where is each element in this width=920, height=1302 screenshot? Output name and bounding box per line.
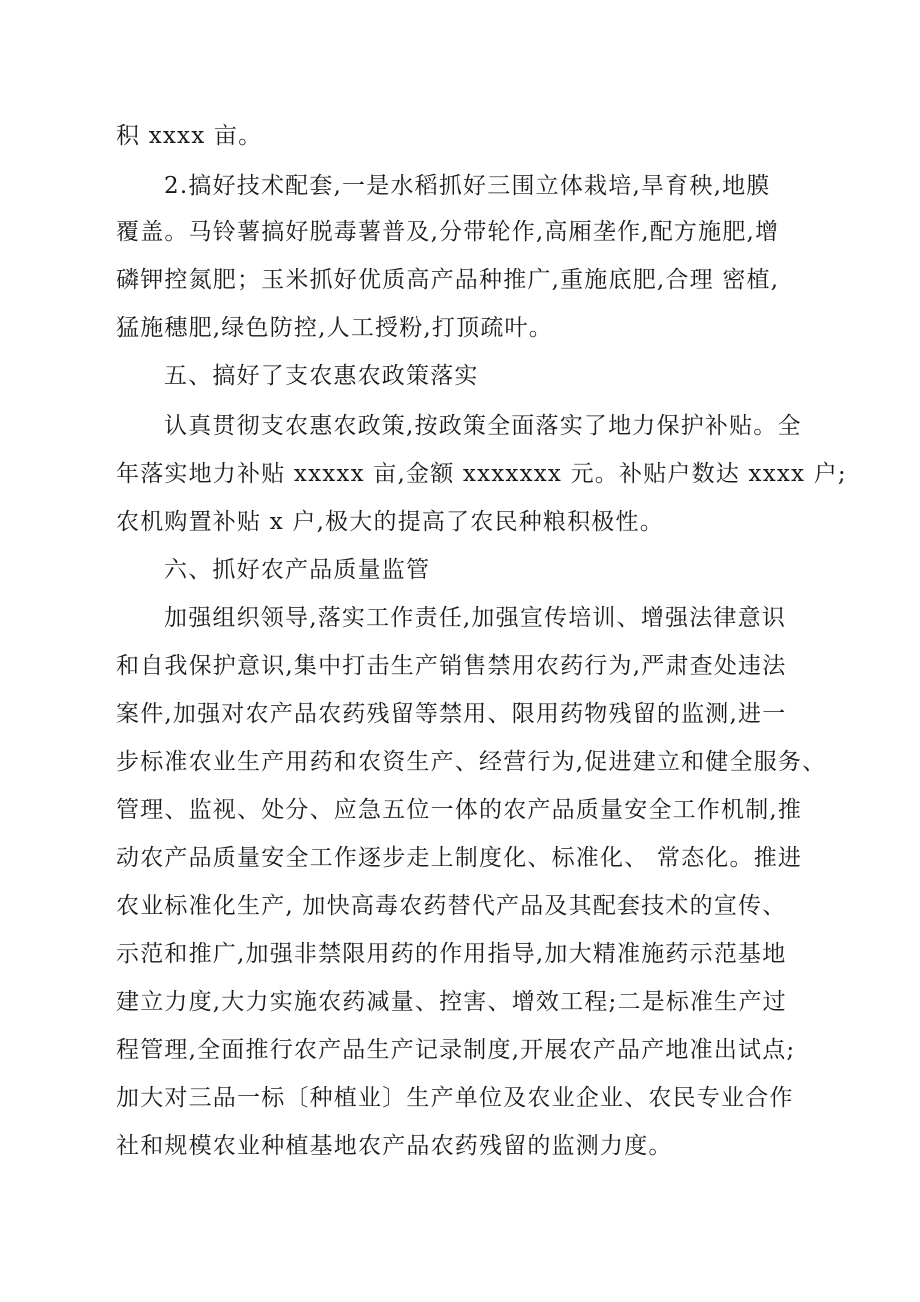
text-line: 覆盖。马铃薯搞好脱毒薯普及,分带轮作,高厢垄作,配方施肥,增 xyxy=(116,219,780,245)
text-line: 示范和推广,加强非禁限用药的作用指导,加大精准施药示范基地 xyxy=(116,941,787,967)
section-heading: 六、抓好农产品质量监管 xyxy=(164,557,431,583)
text-line: 和自我保护意识,集中打击生产销售禁用农药行为,严肃查处违法 xyxy=(116,653,787,679)
text-line: 社和规模农业种植基地农产品农药残留的监测力度。 xyxy=(116,1133,673,1159)
text-line: 磷钾控氮肥；玉米抓好优质高产品种推广,重施底肥,合理 密植, xyxy=(116,267,780,293)
text-line: 管理、监视、处分、应急五位一体的农产品质量安全工作机制,推 xyxy=(116,797,803,823)
text-line: 加大对三品一标〔种植业〕生产单位及农业企业、农民专业合作 xyxy=(116,1085,794,1111)
text-line: 步标准农业生产用药和农资生产、经营行为,促进建立和健全服务、 xyxy=(116,749,827,775)
text-line: 动农产品质量安全工作逐步走上制度化、标准化、 常态化。推进 xyxy=(116,845,803,871)
text-line: 案件,加强对农产品农药残留等禁用、限用药物残留的监测,进一 xyxy=(116,701,787,727)
text-line: 农业标准化生产, 加快高毒农药替代产品及其配套技术的宣传、 xyxy=(116,893,787,919)
text-line: 加强组织领导,落实工作责任,加强宣传培训、增强法律意识 xyxy=(164,605,787,631)
text-line: 年落实地力补贴 xxxxx 亩,金额 xxxxxxx 元。补贴户数达 xxxx 户; xyxy=(116,461,847,487)
text-line: 猛施穗肥,绿色防控,人工授粉,打顶疏叶。 xyxy=(116,315,553,341)
text-line: 建立力度,大力实施农药减量、控害、增效工程;二是标准生产过 xyxy=(116,989,787,1015)
text-line: 程管理,全面推行农产品生产记录制度,开展农产品产地准出试点; xyxy=(116,1037,796,1063)
text-line: 2.搞好技术配套,一是水稻抓好三围立体栽培,旱育秧,地膜 xyxy=(164,173,771,199)
text-line: 积 xxxx 亩。 xyxy=(116,123,263,149)
text-line: 农机购置补贴 x 户,极大的提高了农民种粮积极性。 xyxy=(116,509,664,535)
text-line: 认真贯彻支农惠农政策,按政策全面落实了地力保护补贴。全 xyxy=(164,413,802,439)
section-heading: 五、搞好了支农惠农政策落实 xyxy=(164,363,479,389)
